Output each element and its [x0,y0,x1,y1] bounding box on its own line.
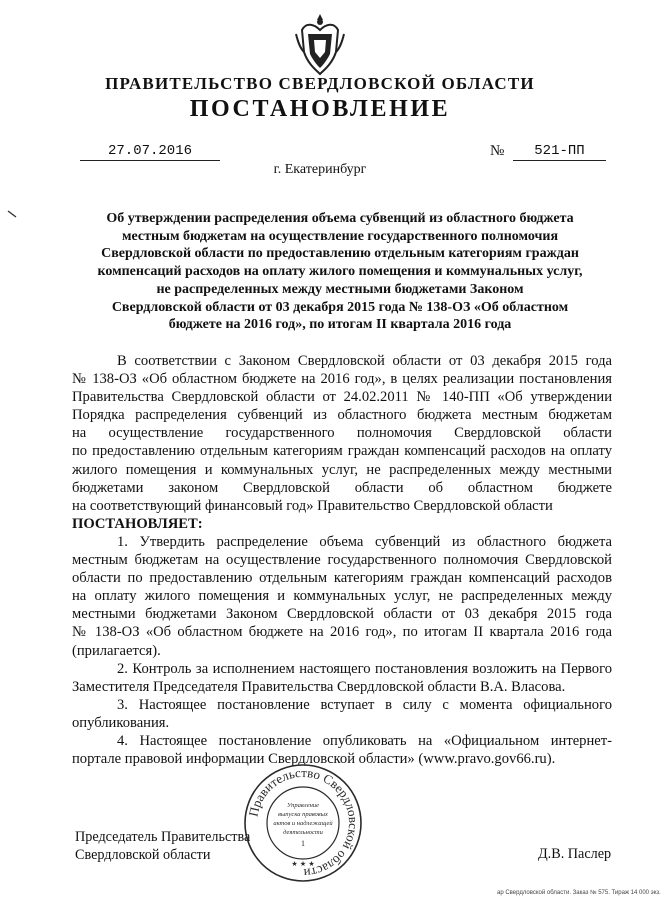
heading-line: не распределенных между местными бюджетами Законом [156,281,524,297]
item-2-line: 2. Контроль за исполнением настоящего постановления возложить на Первого [117,660,612,677]
seal-inner-text: Управление [286,802,320,809]
seal-inner-text: выпуска правовых [278,811,328,818]
seal-ring-text: Правительство Свердловской области [245,764,362,882]
item-1-line: (прилагается). [72,642,161,659]
document-body [72,352,612,768]
item-3-line: опубликования. [72,714,170,731]
heading-line: Свердловской области от 03 декабря 2015 года № 138-ОЗ «Об областном [111,299,569,315]
signatory-name: Д.В. Паслер [538,846,612,862]
printer-note: ар Свердловской области. Заказ № 575. Тираж 14 000 экз. [497,890,661,896]
item-1-line: № 138-ОЗ «Об областном бюджете на 2016 год», по итогам II квартала 2016 года [72,624,612,641]
seal-inner-text: деятельности [283,829,323,836]
document-heading [70,210,610,334]
item-1-line: области по предоставлению отдельным категориям граждан компенсаций расходов [72,570,612,587]
preamble-line: на соответствующий финансовый год» Правительство Свердловской области [72,497,553,514]
preamble-line: Порядка распределения субвенций из областного бюджета местным бюджетам [72,407,612,424]
item-2-line: Заместителя Председателя Правительства Свердловской области В.А. Власова. [72,678,566,695]
preamble-line: жилого помещения и коммунальных услуг, не распределенных между местными [72,461,612,478]
official-seal [242,762,364,884]
preamble-line: Правительства Свердловской области от 24.02.2011 № 140-ПП «Об утверждении [72,389,612,406]
heading-line: компенсаций расходов на оплату жилого помещения и коммунальных услуг, [97,264,583,280]
document-number: 521-ПП [513,143,606,161]
number-label: № [490,143,505,159]
heading-line: Свердловской области по предоставлению отдельным категориям граждан [101,246,579,262]
heading-line: бюджете на 2016 год», по итогам II квартала 2016 года [168,317,512,333]
item-3-line: 3. Настоящее постановление вступает в силу с момента официального [117,696,612,713]
heading-line: Об утверждении распределения объема субвенций из областного бюджета [106,211,574,226]
coat-of-arms-icon [292,12,348,76]
document-type-title: ПОСТАНОВЛЕНИЕ [189,96,451,122]
item-1-line: местным бюджетам на осуществление государственного полномочия Свердловской [72,552,612,569]
item-4-line: 4. Настоящее постановление опубликовать на «Официальном интернет- [117,732,612,749]
item-1-line: местными бюджетами Законом Свердловской области от 03 декабря 2015 года [72,606,612,623]
heading-line: местным бюджетам на осуществление государственного полномочия [121,228,559,244]
preamble-line: № 138-ОЗ «Об областном бюджете на 2016 год», в целях реализации постановления [72,371,612,388]
signatory-position [75,828,250,864]
preamble-line: на осуществление государственного полномочия Свердловской области [72,425,612,442]
preamble-line: бюджетами законом Свердловской области об областном бюджете [72,479,612,496]
seal-inner-text: актов и надлежащей [273,820,333,827]
pen-mark-icon [6,209,20,221]
seal-stars: ★ ★ ★ [291,860,315,868]
resolves-heading: ПОСТАНОВЛЯЕТ: [72,515,203,532]
item-1-line: на оплату жилого помещения и коммунальных услуг, не распределенных между [72,588,612,605]
item-4-line: портале правовой информации Свердловской области» (www.pravo.gov66.ru). [72,751,556,768]
signatory-position-line: Свердловской области [75,847,211,863]
preamble-line: по предоставлению отдельным категориям граждан компенсаций расходов на оплату [72,443,612,460]
city: г. Екатеринбург [273,162,367,177]
seal-number: 1 [301,839,305,848]
document-date: 27.07.2016 [80,143,220,161]
signatory-position-line: Председатель Правительства [75,829,251,845]
item-1-line: 1. Утвердить распределение объема субвенций из областного бюджета [117,533,612,550]
preamble-line: В соответствии с Законом Свердловской области от 03 декабря 2015 года [117,353,612,369]
government-name: ПРАВИТЕЛЬСТВО СВЕРДЛОВСКОЙ ОБЛАСТИ [105,74,535,93]
